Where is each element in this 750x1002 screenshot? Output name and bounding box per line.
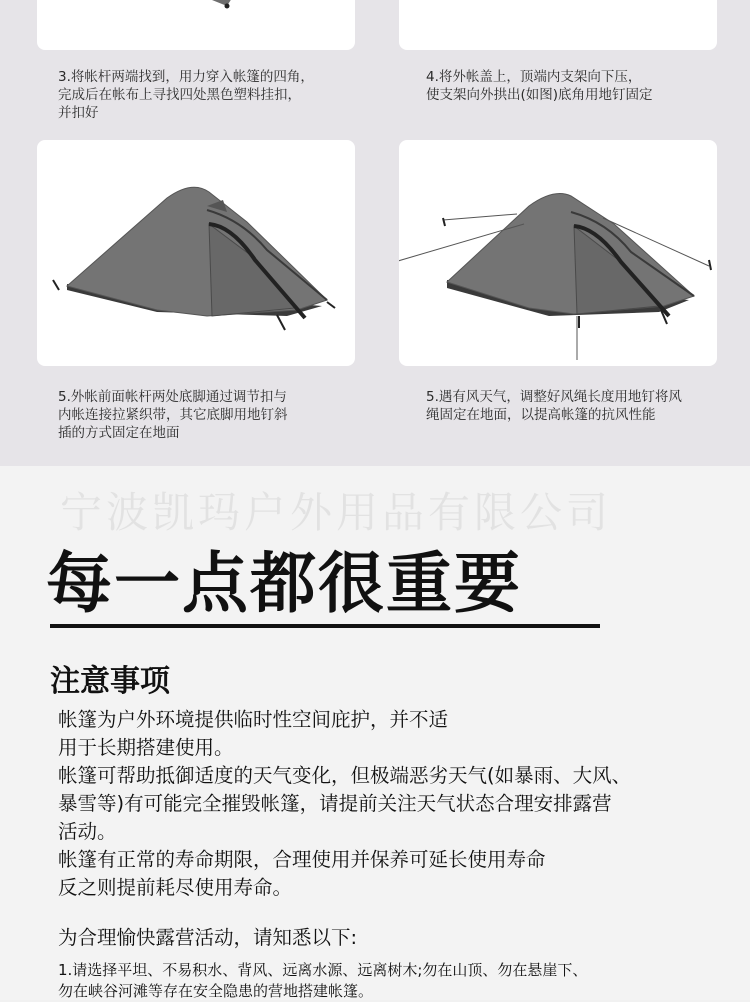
tent-windproof-illustration <box>399 140 717 366</box>
step-3-image-card <box>37 0 355 50</box>
tent-front-guyed-illustration <box>37 140 355 366</box>
tent-peak-illustration <box>37 0 355 50</box>
step-5b-text: 5.遇有风天气，调整好风绳长度用地钉将风 绳固定在地面，以提高帐篷的抗风性能 <box>426 389 682 423</box>
step-4-text: 4.将外帐盖上，顶端内支架向下压， 使支架向外拱出(如图)底角用地钉固定 <box>426 69 653 103</box>
page-headline: 每一点都很重要 <box>46 545 522 622</box>
step-3-text: 3.将帐杆两端找到，用力穿入帐篷的四角， 完成后在帐布上寻找四处黑色塑料挂扣， 并扣好 <box>58 69 314 121</box>
notice-title: 注意事项 <box>50 664 170 699</box>
step-5a-text: 5.外帐前面帐杆两处底脚通过调节扣与 内帐连接拉紧织带，其它底脚用地钉斜 插的方式固定在地面 <box>58 389 288 441</box>
step-4-image-card <box>399 0 717 50</box>
notice-line-3: 帐篷可帮助抵御适度的天气变化，但极端恶劣天气(如暴雨、大风、 <box>58 764 632 787</box>
notice-line-5: 活动。 <box>58 820 117 843</box>
notice-line-7: 反之则提前耗尽使用寿命。 <box>58 876 293 899</box>
notice-line-1: 帐篷为户外环境提供临时性空间庇护，并不适 <box>58 708 449 731</box>
assembly-steps-section <box>0 0 750 466</box>
notice-line-6: 帐篷有正常的寿命期限，合理使用并保养可延长使用寿命 <box>58 848 546 871</box>
step-5a-image-card <box>37 140 355 366</box>
notice-line-4: 暴雪等)有可能完全摧毁帐篷，请提前关注天气状态合理安排露营 <box>58 792 612 815</box>
notice-item-1 <box>58 960 587 1002</box>
notice-item-line: 勿在峡谷河滩等存在安全隐患的营地搭建帐篷。 <box>58 982 374 1000</box>
headline-divider <box>50 624 600 628</box>
notice-line-2: 用于长期搭建使用。 <box>58 736 234 759</box>
company-watermark: 宁波凯玛户外用品有限公司 <box>60 488 613 537</box>
notice-intro: 为合理愉快露营活动，请知悉以下: <box>58 926 358 949</box>
notice-item-line: 1.请选择平坦、不易积水、背风、远离水源、远离树木;勿在山顶、勿在悬崖下、 <box>58 961 588 979</box>
step-5b-image-card <box>399 140 717 366</box>
